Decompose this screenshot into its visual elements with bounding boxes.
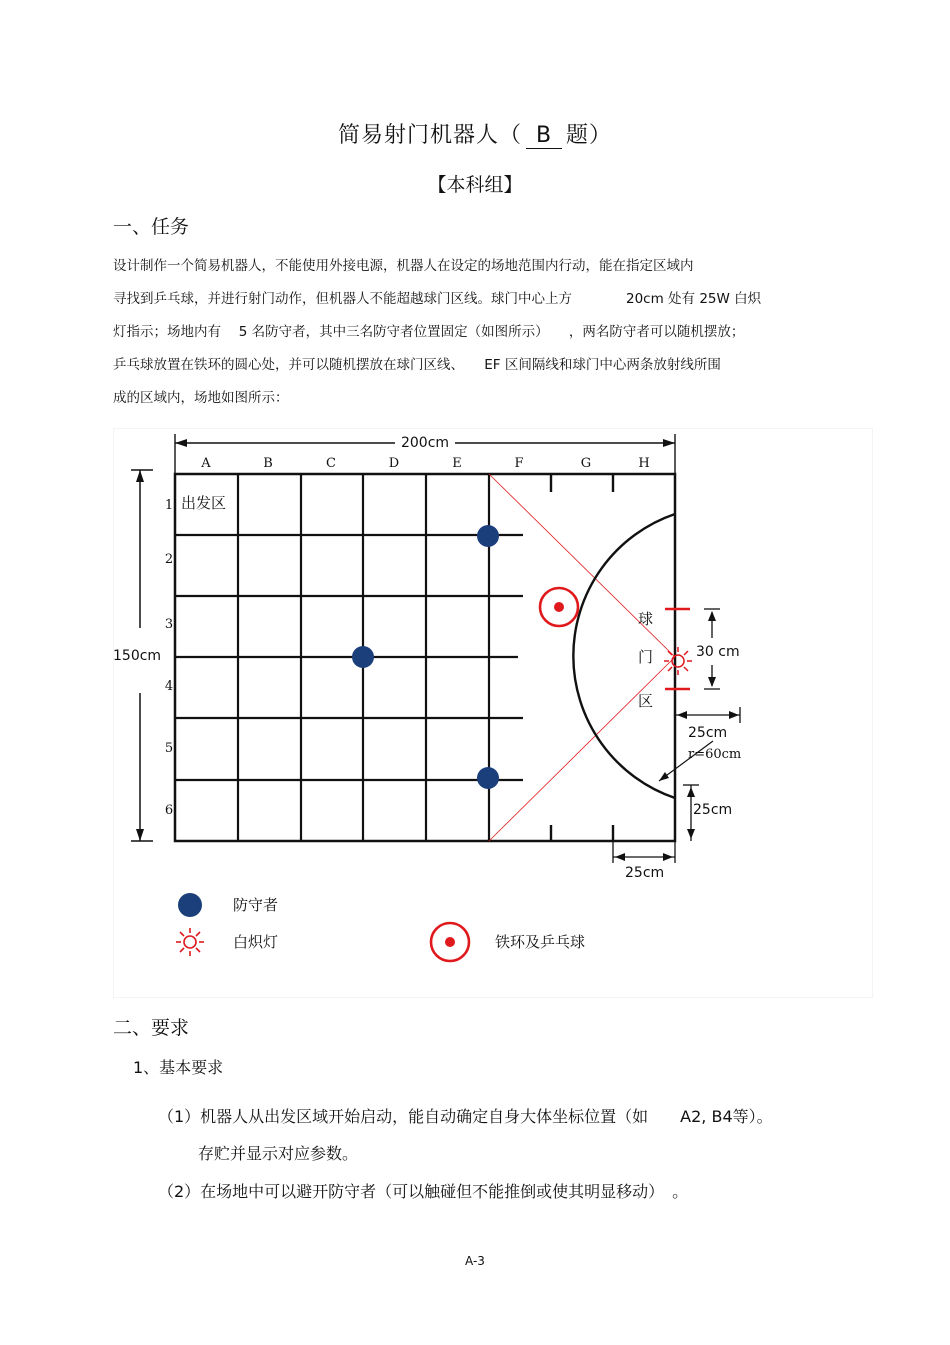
height-label: 150cm	[113, 648, 162, 664]
field-diagram	[113, 428, 873, 998]
start-zone-label: 出发区	[181, 494, 227, 512]
width-label: 200cm	[400, 435, 450, 451]
dim-25-label-a: 25cm	[688, 725, 728, 741]
title-suffix: 题）	[566, 123, 613, 148]
task-line-4: 乒乓球放置在铁环的圆心处，并可以随机摆放在球门区线、 EF 区间隔线和球门中心两条放射线所围	[113, 357, 721, 373]
legend-ball-icon	[445, 937, 455, 947]
row-label-5: 5	[164, 741, 174, 756]
section1-heading: 一、任务	[113, 216, 190, 238]
col-label-H: H	[638, 456, 650, 471]
col-label-C: C	[326, 456, 336, 471]
row-label-2: 2	[164, 552, 174, 567]
col-label-B: B	[263, 456, 273, 471]
ping-pong-ball-marker	[554, 602, 564, 612]
title-letter: B	[526, 123, 562, 149]
legend-defender-icon	[178, 893, 202, 917]
title-prefix: 简易射门机器人（	[337, 123, 522, 148]
legend-defender-label: 防守者	[233, 896, 279, 914]
page-title	[0, 118, 950, 149]
basic-requirements-heading: 1、基本要求	[133, 1058, 224, 1077]
task-line-2: 寻找到乒乓球，并进行射门动作，但机器人不能超越球门区线。球门中心上方 20cm 处有 25W 白炽	[113, 291, 762, 307]
col-label-F: F	[514, 456, 524, 471]
requirement-2: （2）在场地中可以避开防守者（可以触碰但不能推倒或使其明显移动） 。	[158, 1182, 689, 1201]
row-label-4: 4	[164, 679, 174, 694]
legend-lamp-label: 白炽灯	[233, 933, 279, 951]
requirement-1-cont: 存贮并显示对应参数。	[198, 1144, 359, 1163]
goal-width-label: 30 cm	[696, 644, 740, 660]
radius-label: r=60cm	[688, 747, 742, 762]
row-label-3: 3	[164, 617, 174, 632]
task-line-3: 灯指示；场地内有 5 名防守者，其中三名防守者位置固定（如图所示） ，两名防守者可以随机摆放；	[113, 324, 745, 340]
defender-marker-3	[477, 767, 499, 789]
col-label-D: D	[388, 456, 400, 471]
dim-25-label-c: 25cm	[625, 865, 665, 881]
goal-zone-label-1: 球	[638, 610, 654, 628]
dim-25-label-b: 25cm	[693, 802, 733, 818]
row-label-1: 1	[164, 498, 174, 513]
row-label-6: 6	[164, 803, 174, 818]
col-label-E: E	[452, 456, 462, 471]
field-figure	[113, 428, 873, 1002]
goal-zone-label-2: 门	[638, 648, 654, 666]
legend-ring-label: 铁环及乒乓球	[495, 933, 586, 951]
task-line-5: 成的区域内，场地如图所示：	[113, 390, 289, 406]
goal-zone-label-3: 区	[638, 692, 654, 710]
col-label-A: A	[201, 456, 211, 471]
page-subtitle: 【本科组】	[427, 174, 523, 196]
defender-marker-2	[352, 646, 374, 668]
figure-frame	[113, 428, 873, 998]
defender-marker-1	[477, 525, 499, 547]
section2-heading: 二、要求	[113, 1017, 190, 1039]
task-line-1: 设计制作一个简易机器人，不能使用外接电源，机器人在设定的场地范围内行动，能在指定区域内	[113, 258, 694, 274]
requirement-1: （1）机器人从出发区域开始启动，能自动确定自身大体坐标位置（如 A2, B4等）。	[158, 1107, 773, 1126]
col-label-G: G	[580, 456, 592, 471]
page-number: A-3	[465, 1254, 485, 1268]
